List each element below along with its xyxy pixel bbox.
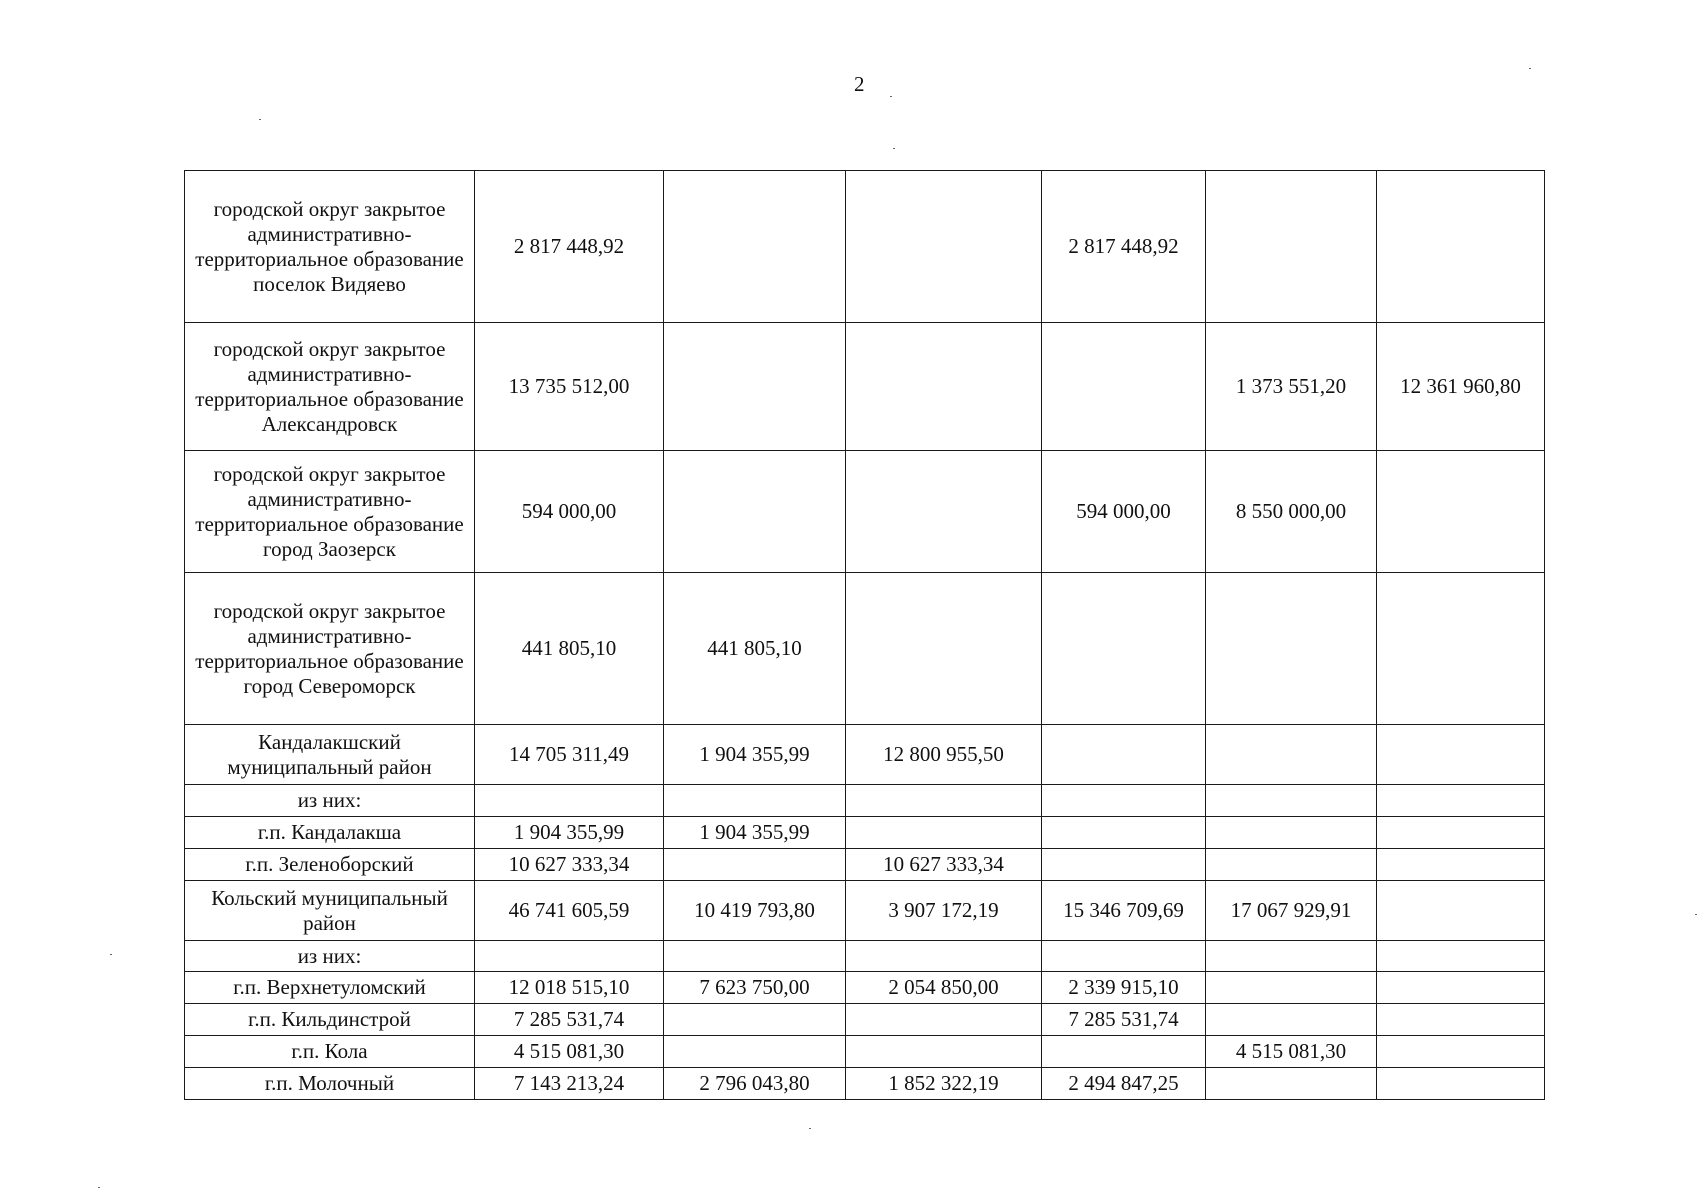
amount-cell: 10 419 793,80	[664, 881, 846, 941]
scan-speck	[809, 1128, 811, 1129]
municipality-name-cell: городской округ закрытое административно-территориальное образование город Североморск	[185, 573, 475, 725]
table-row	[185, 1004, 1545, 1036]
total-amount-cell: 7 143 213,24	[475, 1068, 664, 1100]
municipality-name-cell: городской округ закрытое административно-территориальное образование город Заозерск	[185, 451, 475, 573]
amount-cell: 7 623 750,00	[664, 972, 846, 1004]
total-amount-cell	[475, 785, 664, 817]
amount-cell	[1377, 972, 1545, 1004]
amount-cell	[664, 451, 846, 573]
amount-cell: 15 346 709,69	[1042, 881, 1206, 941]
amount-cell	[664, 785, 846, 817]
amount-cell	[1042, 573, 1206, 725]
table-row	[185, 1068, 1545, 1100]
amount-cell	[1377, 1068, 1545, 1100]
amount-cell: 12 800 955,50	[846, 725, 1042, 785]
total-amount-cell: 2 817 448,92	[475, 171, 664, 323]
table-row	[185, 171, 1545, 323]
total-amount-cell: 14 705 311,49	[475, 725, 664, 785]
table-row	[185, 849, 1545, 881]
table-row	[185, 1036, 1545, 1068]
amount-cell: 1 904 355,99	[664, 725, 846, 785]
amount-cell	[846, 171, 1042, 323]
budget-table	[184, 170, 1545, 1100]
municipality-name-cell: из них:	[185, 785, 475, 817]
amount-cell	[1377, 941, 1545, 972]
table-row	[185, 451, 1545, 573]
total-amount-cell: 441 805,10	[475, 573, 664, 725]
municipality-name-cell: г.п. Верхнетуломский	[185, 972, 475, 1004]
table-row	[185, 785, 1545, 817]
amount-cell: 7 285 531,74	[1042, 1004, 1206, 1036]
municipality-name-cell: Кандалакшский муниципальный район	[185, 725, 475, 785]
table-row	[185, 573, 1545, 725]
amount-cell	[846, 941, 1042, 972]
amount-cell	[664, 323, 846, 451]
amount-cell	[846, 817, 1042, 849]
table-row	[185, 941, 1545, 972]
municipality-name-cell: г.п. Зеленоборский	[185, 849, 475, 881]
amount-cell	[846, 323, 1042, 451]
amount-cell: 3 907 172,19	[846, 881, 1042, 941]
amount-cell	[846, 451, 1042, 573]
amount-cell	[1206, 785, 1377, 817]
amount-cell	[1377, 1036, 1545, 1068]
amount-cell	[1206, 941, 1377, 972]
table-row	[185, 817, 1545, 849]
amount-cell: 2 339 915,10	[1042, 972, 1206, 1004]
amount-cell: 1 373 551,20	[1206, 323, 1377, 451]
amount-cell: 441 805,10	[664, 573, 846, 725]
amount-cell: 12 361 960,80	[1377, 323, 1545, 451]
total-amount-cell: 13 735 512,00	[475, 323, 664, 451]
page-number: 2	[854, 72, 865, 96]
total-amount-cell: 1 904 355,99	[475, 817, 664, 849]
amount-cell	[1206, 849, 1377, 881]
amount-cell	[1377, 849, 1545, 881]
amount-cell	[1206, 171, 1377, 323]
scan-speck	[1529, 68, 1531, 69]
amount-cell: 1 852 322,19	[846, 1068, 1042, 1100]
amount-cell	[846, 785, 1042, 817]
amount-cell	[1206, 1068, 1377, 1100]
municipality-name-cell: Кольский муниципальный район	[185, 881, 475, 941]
amount-cell	[664, 1036, 846, 1068]
amount-cell	[1206, 972, 1377, 1004]
amount-cell	[1377, 171, 1545, 323]
municipality-name-cell: городской округ закрытое административно-территориальное образование Александровск	[185, 323, 475, 451]
amount-cell	[1206, 725, 1377, 785]
amount-cell: 2 494 847,25	[1042, 1068, 1206, 1100]
amount-cell	[1042, 941, 1206, 972]
amount-cell	[1042, 323, 1206, 451]
amount-cell	[1042, 817, 1206, 849]
amount-cell	[664, 1004, 846, 1036]
amount-cell	[1377, 881, 1545, 941]
municipality-name-cell: г.п. Молочный	[185, 1068, 475, 1100]
amount-cell: 4 515 081,30	[1206, 1036, 1377, 1068]
municipality-name-cell: г.п. Кандалакша	[185, 817, 475, 849]
total-amount-cell: 7 285 531,74	[475, 1004, 664, 1036]
amount-cell: 2 817 448,92	[1042, 171, 1206, 323]
amount-cell	[664, 171, 846, 323]
amount-cell	[1042, 1036, 1206, 1068]
amount-cell	[846, 1036, 1042, 1068]
scan-speck	[890, 96, 892, 97]
municipality-name-cell: городской округ закрытое административно-территориальное образование поселок Видяево	[185, 171, 475, 323]
amount-cell: 17 067 929,91	[1206, 881, 1377, 941]
municipality-name-cell: из них:	[185, 941, 475, 972]
amount-cell: 594 000,00	[1042, 451, 1206, 573]
total-amount-cell	[475, 941, 664, 972]
scan-speck	[893, 148, 895, 149]
total-amount-cell: 4 515 081,30	[475, 1036, 664, 1068]
amount-cell	[1042, 785, 1206, 817]
amount-cell	[1377, 785, 1545, 817]
table-row	[185, 972, 1545, 1004]
amount-cell	[846, 573, 1042, 725]
scan-speck	[110, 954, 112, 955]
table-row	[185, 881, 1545, 941]
amount-cell	[1206, 573, 1377, 725]
amount-cell	[664, 941, 846, 972]
amount-cell	[1377, 725, 1545, 785]
amount-cell	[1377, 817, 1545, 849]
amount-cell	[846, 1004, 1042, 1036]
scan-speck	[1695, 914, 1697, 915]
amount-cell	[1042, 849, 1206, 881]
amount-cell: 2 054 850,00	[846, 972, 1042, 1004]
table-row	[185, 725, 1545, 785]
amount-cell	[1377, 1004, 1545, 1036]
amount-cell: 1 904 355,99	[664, 817, 846, 849]
amount-cell: 10 627 333,34	[846, 849, 1042, 881]
amount-cell	[1377, 573, 1545, 725]
total-amount-cell: 46 741 605,59	[475, 881, 664, 941]
amount-cell: 2 796 043,80	[664, 1068, 846, 1100]
amount-cell	[1377, 451, 1545, 573]
amount-cell	[664, 849, 846, 881]
total-amount-cell: 594 000,00	[475, 451, 664, 573]
total-amount-cell: 10 627 333,34	[475, 849, 664, 881]
amount-cell: 8 550 000,00	[1206, 451, 1377, 573]
amount-cell	[1206, 1004, 1377, 1036]
total-amount-cell: 12 018 515,10	[475, 972, 664, 1004]
municipality-name-cell: г.п. Кола	[185, 1036, 475, 1068]
table-row	[185, 323, 1545, 451]
amount-cell	[1042, 725, 1206, 785]
municipality-name-cell: г.п. Кильдинстрой	[185, 1004, 475, 1036]
scan-speck	[259, 119, 261, 120]
scan-speck	[98, 1187, 100, 1188]
amount-cell	[1206, 817, 1377, 849]
